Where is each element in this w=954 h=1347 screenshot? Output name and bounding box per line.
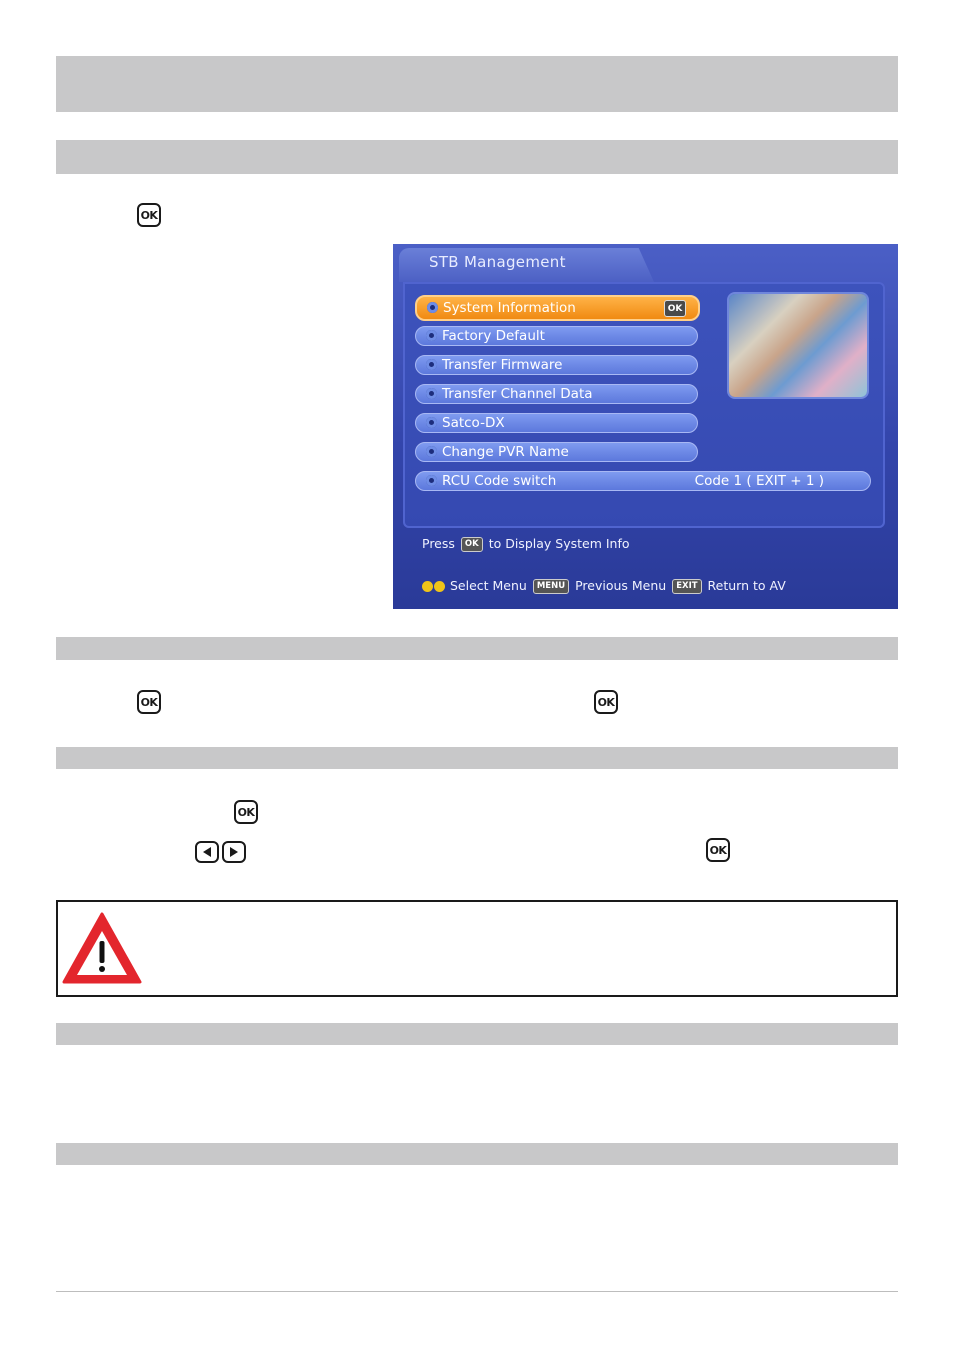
section-band-2 (56, 637, 898, 660)
rcu-code-value: Code 1 ( EXIT + 1 ) (694, 473, 824, 489)
menu-item-system-information[interactable] (415, 295, 700, 321)
section-band-3 (56, 747, 898, 769)
ok-button-icon: OK (137, 203, 161, 227)
menu-item-label: System Information (443, 300, 576, 316)
section-band-1 (56, 140, 898, 174)
screen-title: STB Management (429, 253, 566, 271)
menu-item-label: Transfer Firmware (442, 357, 563, 373)
menu-item-transfer-firmware[interactable] (415, 355, 698, 375)
section-band-4 (56, 1023, 898, 1045)
header-band (56, 56, 898, 112)
menu-item-label: Factory Default (442, 328, 545, 344)
menu-item-label: RCU Code switch (442, 473, 557, 489)
help-press: Press (422, 536, 455, 551)
bullet-icon (426, 388, 437, 399)
ok-key-icon: OK (461, 537, 483, 552)
bullet-icon (427, 302, 438, 313)
nav-previous-menu: Previous Menu (575, 578, 667, 593)
nav-return-to-av: Return to AV (707, 578, 786, 593)
exit-key-icon: EXIT (672, 579, 701, 594)
menu-item-change-pvr-name[interactable] (415, 442, 698, 462)
nav-line (422, 578, 786, 594)
preview-image (729, 294, 867, 397)
bullet-icon (426, 475, 437, 486)
ok-button-icon: OK (137, 690, 161, 714)
stb-management-screen (393, 244, 898, 609)
warning-box (56, 900, 898, 997)
bullet-icon (426, 417, 437, 428)
menu-item-label: Satco-DX (442, 415, 505, 431)
ok-button-icon: OK (234, 800, 258, 824)
right-arrow-button-icon (222, 841, 246, 863)
menu-item-satco-dx[interactable] (415, 413, 698, 433)
menu-item-transfer-channel-data[interactable] (415, 384, 698, 404)
help-display: to Display System Info (488, 536, 630, 551)
left-arrow-button-icon (195, 841, 219, 863)
bullet-icon (426, 359, 437, 370)
footer-rule (56, 1291, 898, 1292)
ok-button-icon: OK (706, 838, 730, 862)
section-band-5 (56, 1143, 898, 1165)
menu-key-icon: MENU (533, 579, 569, 594)
ok-key-icon: OK (664, 300, 686, 317)
warning-icon (61, 911, 143, 985)
nav-select-menu: Select Menu (449, 578, 527, 593)
bullet-icon (426, 330, 437, 341)
menu-item-rcu-code-switch[interactable] (415, 471, 871, 491)
help-line (422, 536, 630, 552)
menu-item-label: Transfer Channel Data (442, 386, 593, 402)
down-arrow-key-icon (422, 581, 433, 592)
menu-item-label: Change PVR Name (442, 444, 569, 460)
menu-item-factory-default[interactable] (415, 326, 698, 346)
bullet-icon (426, 446, 437, 457)
up-arrow-key-icon (434, 581, 445, 592)
ok-button-icon: OK (594, 690, 618, 714)
